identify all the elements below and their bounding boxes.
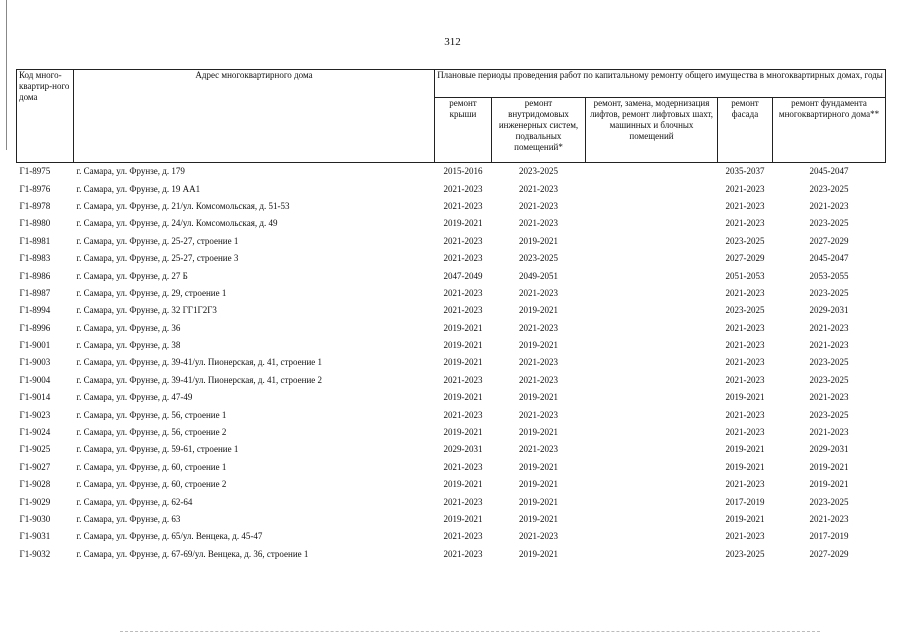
cell-facade: 2021-2023 xyxy=(725,357,765,368)
cell-systems: 2021-2023 xyxy=(519,531,558,542)
cell-systems: 2023-2025 xyxy=(519,166,558,177)
cell-roof: 2019-2021 xyxy=(443,479,483,490)
cell-address: г. Самара, ул. Фрунзе, д. 29, строение 1 xyxy=(76,287,227,298)
cell-systems: 2019-2021 xyxy=(519,461,558,472)
cell-foundation: 2021-2023 xyxy=(809,200,849,211)
cell-code: Г1-8978 xyxy=(19,200,51,211)
cell-elevators xyxy=(586,302,718,319)
cell-code: Г1-9032 xyxy=(19,548,51,559)
cell-elevators xyxy=(586,267,718,284)
cell-facade: 2021-2023 xyxy=(725,427,765,438)
cell-facade: 2021-2023 xyxy=(725,287,765,298)
cell-foundation: 2019-2021 xyxy=(809,479,849,490)
cell-foundation: 2023-2025 xyxy=(809,287,849,298)
cell-address: г. Самара, ул. Фрунзе, д. 62-64 xyxy=(76,496,193,507)
cell-systems: 2019-2021 xyxy=(519,235,558,246)
cell-foundation: 2023-2025 xyxy=(809,357,849,368)
cell-code: Г1-9025 xyxy=(19,444,51,455)
cell-code: Г1-8996 xyxy=(19,322,51,333)
cell-foundation: 2021-2023 xyxy=(809,392,849,403)
cell-foundation: 2017-2019 xyxy=(809,531,849,542)
cell-foundation: 2023-2025 xyxy=(809,409,849,420)
cell-foundation: 2021-2023 xyxy=(809,322,849,333)
cell-facade: 2021-2023 xyxy=(725,183,765,194)
cell-roof: 2019-2021 xyxy=(443,392,483,403)
cell-systems: 2021-2023 xyxy=(519,374,558,385)
table-header xyxy=(17,70,886,163)
cell-code: Г1-9030 xyxy=(19,514,51,524)
cell-foundation: 2023-2025 xyxy=(809,183,849,194)
cell-code: Г1-8980 xyxy=(19,218,51,229)
cell-code: Г1-8983 xyxy=(19,253,51,264)
cell-foundation: 2023-2025 xyxy=(809,218,849,229)
cell-facade: 2019-2021 xyxy=(725,514,765,524)
cell-roof: 2047-2049 xyxy=(443,270,483,281)
cell-roof: 2019-2021 xyxy=(443,340,483,351)
cell-facade: 2021-2023 xyxy=(725,322,765,333)
cell-systems: 2019-2021 xyxy=(519,514,558,524)
cell-code: Г1-8986 xyxy=(19,270,51,281)
cell-roof: 2019-2021 xyxy=(443,357,483,368)
cell-facade: 2027-2029 xyxy=(725,253,765,264)
table-row xyxy=(17,441,886,458)
cell-address: г. Самара, ул. Фрунзе, д. 27 Б xyxy=(76,270,188,281)
cell-systems: 2019-2021 xyxy=(519,305,558,316)
cell-systems: 2021-2023 xyxy=(519,200,558,211)
cell-elevators xyxy=(586,493,718,510)
cell-code: Г1-9031 xyxy=(19,531,51,542)
cell-roof: 2021-2023 xyxy=(443,200,483,211)
cell-systems: 2021-2023 xyxy=(519,444,558,455)
cell-address: г. Самара, ул. Фрунзе, д. 32 ГГ1Г2Г3 xyxy=(76,305,217,316)
header-roof: ремонт крыши xyxy=(435,98,492,163)
table-row xyxy=(17,180,886,197)
cell-roof: 2019-2021 xyxy=(443,218,483,229)
cell-foundation: 2027-2029 xyxy=(809,548,849,559)
cell-address: г. Самара, ул. Фрунзе, д. 39-41/ул. Пионерская, д. 41, строение 2 xyxy=(76,374,323,385)
cell-facade: 2021-2023 xyxy=(725,409,765,420)
cell-systems: 2019-2021 xyxy=(519,392,558,403)
cell-systems: 2021-2023 xyxy=(519,218,558,229)
cell-address: г. Самара, ул. Фрунзе, д. 60, строение 1 xyxy=(76,461,227,472)
cell-elevators xyxy=(586,337,718,354)
cell-foundation: 2023-2025 xyxy=(809,374,849,385)
table-row xyxy=(17,493,886,510)
cell-systems: 2021-2023 xyxy=(519,183,558,194)
cell-foundation: 2029-2031 xyxy=(809,305,849,316)
cell-systems: 2021-2023 xyxy=(519,357,558,368)
cell-address: г. Самара, ул. Фрунзе, д. 56, строение 2 xyxy=(76,427,227,438)
table-row xyxy=(17,424,886,441)
cell-elevators xyxy=(586,406,718,423)
header-foundation: ремонт фундамента многоквартирного дома** xyxy=(773,98,886,163)
header-address: Адрес многоквартирного дома xyxy=(74,70,435,163)
cell-facade: 2051-2053 xyxy=(725,270,765,281)
table-row xyxy=(17,267,886,284)
cell-roof: 2021-2023 xyxy=(443,183,483,194)
cell-elevators xyxy=(586,424,718,441)
cell-code: Г1-8981 xyxy=(19,235,51,246)
cell-address: г. Самара, ул. Фрунзе, д. 21/ул. Комсомольская, д. 51-53 xyxy=(76,200,290,211)
cell-facade: 2021-2023 xyxy=(725,531,765,542)
table-row xyxy=(17,320,886,337)
cell-elevators xyxy=(586,215,718,232)
page-edge-line xyxy=(6,0,7,150)
cell-roof: 2029-2031 xyxy=(443,444,483,455)
cell-systems: 2021-2023 xyxy=(519,287,558,298)
table-row xyxy=(17,459,886,476)
cell-roof: 2021-2023 xyxy=(443,235,483,246)
table-body xyxy=(17,163,886,563)
cell-address: г. Самара, ул. Фрунзе, д. 24/ул. Комсомольская, д. 49 xyxy=(76,218,278,229)
cell-address: г. Самара, ул. Фрунзе, д. 67-69/ул. Венцека, д. 36, строение 1 xyxy=(76,548,309,559)
cell-facade: 2019-2021 xyxy=(725,444,765,455)
cell-systems: 2019-2021 xyxy=(519,479,558,490)
cell-systems: 2019-2021 xyxy=(519,548,558,559)
cell-elevators xyxy=(586,180,718,197)
cell-code: Г1-8975 xyxy=(19,166,51,177)
cell-address: г. Самара, ул. Фрунзе, д. 19 АА1 xyxy=(76,183,201,194)
cell-address: г. Самара, ул. Фрунзе, д. 25-27, строение 3 xyxy=(76,253,239,264)
cell-code: Г1-9003 xyxy=(19,357,51,368)
cell-systems: 2049-2051 xyxy=(519,270,558,281)
table-row xyxy=(17,528,886,545)
header-code: Код много-квартир-ного дома xyxy=(17,70,74,163)
table-row xyxy=(17,337,886,354)
cell-address: г. Самара, ул. Фрунзе, д. 179 xyxy=(76,166,185,177)
cell-address: г. Самара, ул. Фрунзе, д. 36 xyxy=(76,322,181,333)
cell-address: г. Самара, ул. Фрунзе, д. 25-27, строение 1 xyxy=(76,235,239,246)
cell-facade: 2017-2019 xyxy=(725,496,765,507)
cell-facade: 2021-2023 xyxy=(725,218,765,229)
cell-roof: 2019-2021 xyxy=(443,514,483,524)
cell-foundation: 2053-2055 xyxy=(809,270,849,281)
cell-facade: 2021-2023 xyxy=(725,479,765,490)
cell-elevators xyxy=(586,250,718,267)
cell-roof: 2021-2023 xyxy=(443,496,483,507)
cell-code: Г1-9027 xyxy=(19,461,51,472)
repair-schedule-table xyxy=(16,69,886,563)
cell-systems: 2021-2023 xyxy=(519,322,558,333)
cell-elevators xyxy=(586,546,718,563)
cell-elevators xyxy=(586,476,718,493)
page-number: 312 xyxy=(444,36,461,48)
cell-foundation: 2023-2025 xyxy=(809,496,849,507)
cell-roof: 2021-2023 xyxy=(443,548,483,559)
cell-code: Г1-9029 xyxy=(19,496,51,507)
cell-foundation: 2021-2023 xyxy=(809,427,849,438)
header-facade: ремонт фасада xyxy=(718,98,773,163)
cell-roof: 2019-2021 xyxy=(443,427,483,438)
cell-address: г. Самара, ул. Фрунзе, д. 63 xyxy=(76,514,181,524)
cell-facade: 2021-2023 xyxy=(725,200,765,211)
cell-facade: 2035-2037 xyxy=(725,166,765,177)
cell-systems: 2019-2021 xyxy=(519,340,558,351)
cell-elevators xyxy=(586,233,718,250)
table-row xyxy=(17,233,886,250)
cell-roof: 2021-2023 xyxy=(443,253,483,264)
header-elevators: ремонт, замена, модернизация лифтов, ремонт лифтовых шахт, машинных и блочных помещений xyxy=(586,98,718,163)
cell-elevators xyxy=(586,354,718,371)
cell-address: г. Самара, ул. Фрунзе, д. 56, строение 1 xyxy=(76,409,227,420)
cell-elevators xyxy=(586,320,718,337)
cell-roof: 2021-2023 xyxy=(443,531,483,542)
cell-address: г. Самара, ул. Фрунзе, д. 38 xyxy=(76,340,181,351)
cell-roof: 2021-2023 xyxy=(443,461,483,472)
table-row xyxy=(17,354,886,371)
cell-elevators xyxy=(586,511,718,528)
cell-address: г. Самара, ул. Фрунзе, д. 60, строение 2 xyxy=(76,479,227,490)
table-row xyxy=(17,511,886,528)
cell-roof: 2021-2023 xyxy=(443,409,483,420)
cell-foundation: 2021-2023 xyxy=(809,514,849,524)
header-systems: ремонт внутридомовых инженерных систем, подвальных помещений* xyxy=(492,98,586,163)
table-row xyxy=(17,198,886,215)
table-row xyxy=(17,163,886,181)
table-row xyxy=(17,285,886,302)
cell-elevators xyxy=(586,285,718,302)
table-row xyxy=(17,476,886,493)
scan-artifact-line xyxy=(120,631,820,633)
cell-code: Г1-8994 xyxy=(19,305,51,316)
cell-code: Г1-9004 xyxy=(19,374,51,385)
cell-address: г. Самара, ул. Фрунзе, д. 65/ул. Венцека, д. 45-47 xyxy=(76,531,263,542)
table-row xyxy=(17,389,886,406)
cell-foundation: 2029-2031 xyxy=(809,444,849,455)
cell-elevators xyxy=(586,459,718,476)
cell-systems: 2023-2025 xyxy=(519,253,558,264)
cell-code: Г1-9023 xyxy=(19,409,51,420)
cell-facade: 2019-2021 xyxy=(725,392,765,403)
table-row xyxy=(17,372,886,389)
repair-schedule-table-wrapper xyxy=(16,69,885,563)
cell-facade: 2023-2025 xyxy=(725,548,765,559)
cell-elevators xyxy=(586,198,718,215)
cell-systems: 2019-2021 xyxy=(519,427,558,438)
cell-address: г. Самара, ул. Фрунзе, д. 39-41/ул. Пионерская, д. 41, строение 1 xyxy=(76,357,323,368)
cell-roof: 2019-2021 xyxy=(443,322,483,333)
table-row xyxy=(17,546,886,563)
cell-code: Г1-9028 xyxy=(19,479,51,490)
cell-systems: 2021-2023 xyxy=(519,409,558,420)
cell-facade: 2023-2025 xyxy=(725,235,765,246)
table-row xyxy=(17,250,886,267)
cell-elevators xyxy=(586,389,718,406)
cell-facade: 2019-2021 xyxy=(725,461,765,472)
cell-foundation: 2045-2047 xyxy=(809,253,849,264)
cell-foundation: 2045-2047 xyxy=(809,166,849,177)
cell-foundation: 2027-2029 xyxy=(809,235,849,246)
cell-facade: 2021-2023 xyxy=(725,374,765,385)
cell-facade: 2021-2023 xyxy=(725,340,765,351)
table-row xyxy=(17,215,886,232)
cell-roof: 2021-2023 xyxy=(443,374,483,385)
cell-code: Г1-9024 xyxy=(19,427,51,438)
cell-roof: 2021-2023 xyxy=(443,287,483,298)
cell-roof: 2021-2023 xyxy=(443,305,483,316)
cell-elevators xyxy=(586,163,718,181)
table-row xyxy=(17,406,886,423)
cell-address: г. Самара, ул. Фрунзе, д. 47-49 xyxy=(76,392,193,403)
cell-elevators xyxy=(586,441,718,458)
cell-roof: 2015-2016 xyxy=(443,166,483,177)
cell-foundation: 2021-2023 xyxy=(809,340,849,351)
cell-address: г. Самара, ул. Фрунзе, д. 59-61, строение 1 xyxy=(76,444,239,455)
cell-systems: 2019-2021 xyxy=(519,496,558,507)
cell-code: Г1-9001 xyxy=(19,340,51,351)
cell-foundation: 2019-2021 xyxy=(809,461,849,472)
header-periods: Плановые периоды проведения работ по капитальному ремонту общего имущества в многоквартирных домах, годы xyxy=(435,70,886,98)
cell-code: Г1-8987 xyxy=(19,287,51,298)
cell-code: Г1-8976 xyxy=(19,183,51,194)
table-row xyxy=(17,302,886,319)
cell-code: Г1-9014 xyxy=(19,392,51,403)
cell-elevators xyxy=(586,372,718,389)
cell-elevators xyxy=(586,528,718,545)
cell-facade: 2023-2025 xyxy=(725,305,765,316)
